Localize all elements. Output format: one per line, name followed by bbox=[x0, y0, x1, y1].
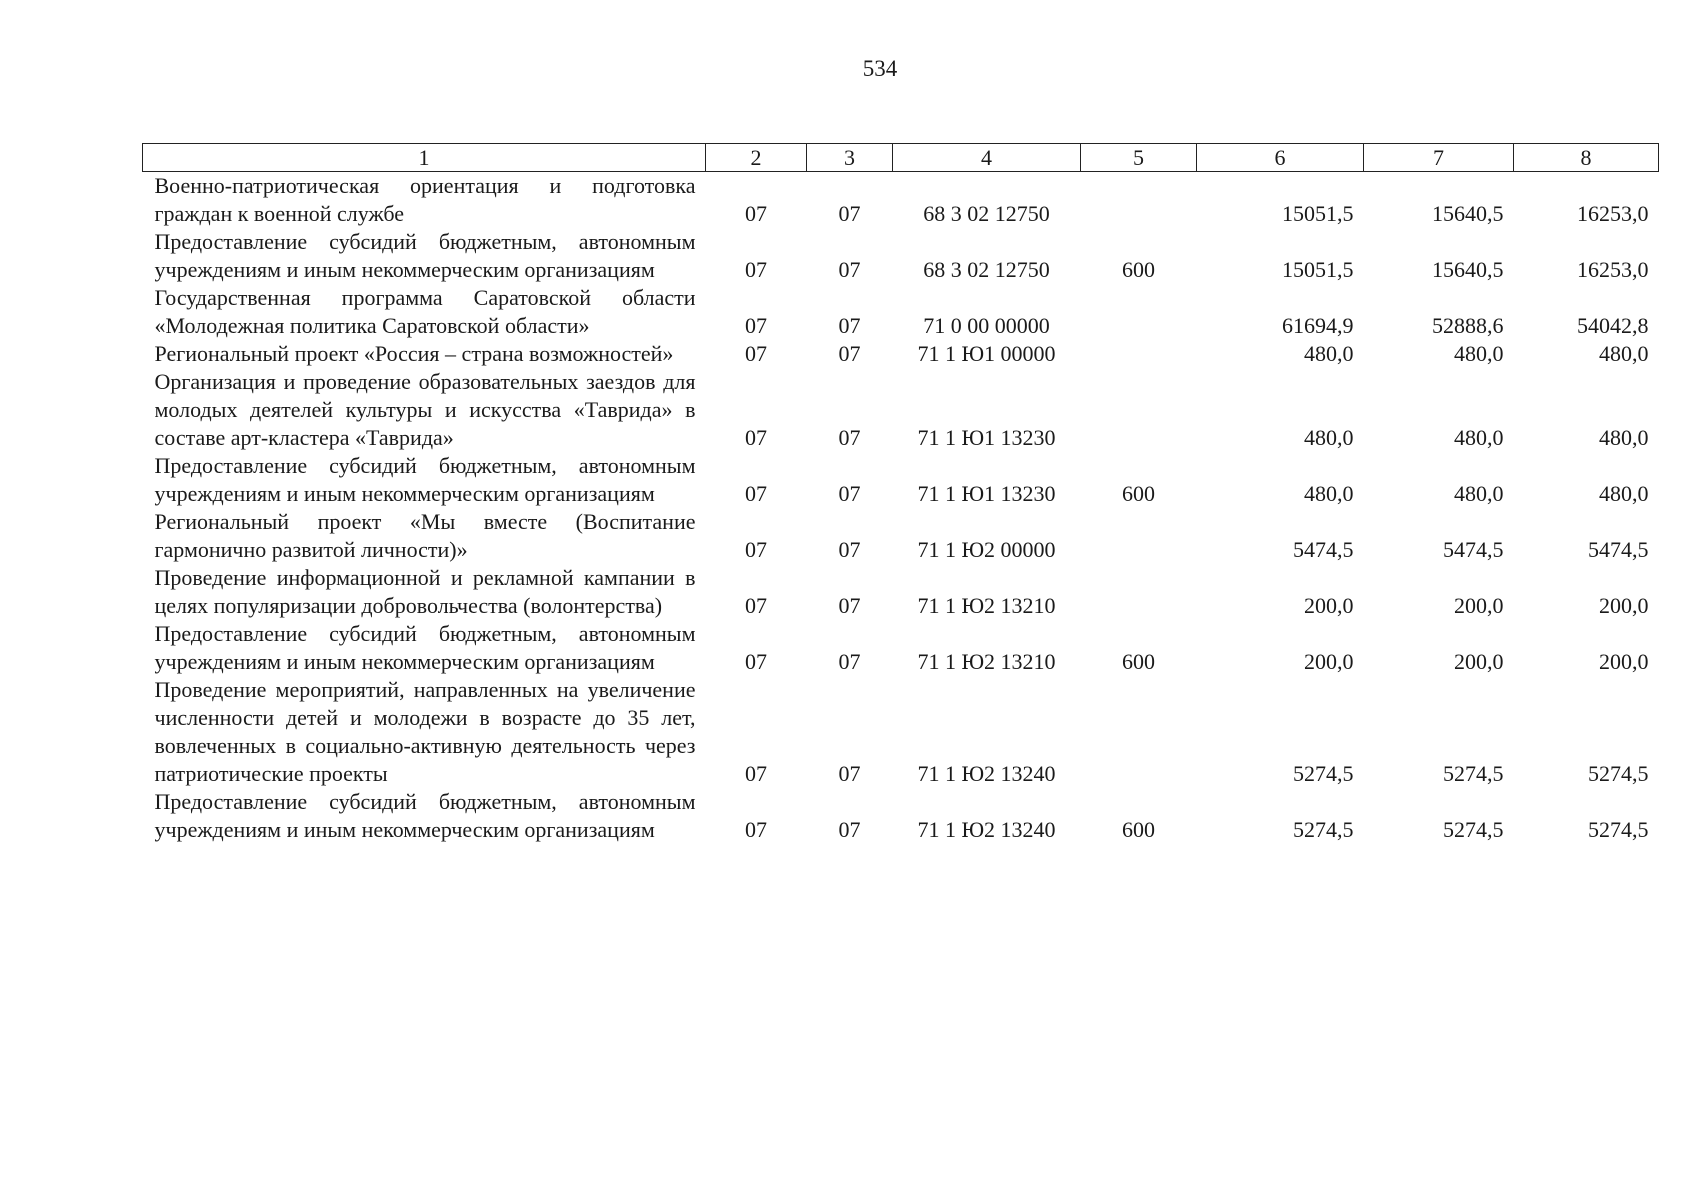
table-row bbox=[143, 452, 1659, 508]
table-row bbox=[143, 620, 1659, 676]
target-article-cell: 71 1 Ю2 13240 bbox=[917, 817, 1056, 842]
page-number: 534 bbox=[862, 56, 898, 81]
expense-type-cell bbox=[1081, 340, 1197, 368]
amount-year3-cell: 480,0 bbox=[1599, 341, 1649, 366]
expense-type-cell: 600 bbox=[1122, 257, 1155, 282]
column-header: 7 bbox=[1364, 144, 1514, 172]
section-code-cell: 07 bbox=[745, 313, 767, 338]
column-header: 5 bbox=[1081, 144, 1197, 172]
amount-year3-cell: 480,0 bbox=[1599, 425, 1649, 450]
subsection-code-cell: 07 bbox=[838, 761, 861, 786]
amount-year1-cell: 15051,5 bbox=[1282, 257, 1354, 282]
subsection-code-cell: 07 bbox=[838, 817, 861, 842]
expense-type-cell bbox=[1081, 368, 1197, 452]
subsection-code-cell: 07 bbox=[838, 313, 861, 338]
amount-year3-cell: 16253,0 bbox=[1577, 257, 1649, 282]
column-header: 1 bbox=[143, 144, 706, 172]
table-row bbox=[143, 564, 1659, 620]
target-article-cell: 71 1 Ю2 13240 bbox=[917, 761, 1056, 786]
table-row bbox=[143, 172, 1659, 229]
row-name-cell: Военно-патриотическая ориентация и подготовка граждан к военной службе bbox=[154, 173, 696, 226]
section-code-cell: 07 bbox=[745, 257, 767, 282]
amount-year2-cell: 200,0 bbox=[1454, 649, 1504, 674]
target-article-cell: 71 1 Ю1 13230 bbox=[917, 425, 1056, 450]
column-header: 2 bbox=[706, 144, 807, 172]
target-article-cell: 68 3 02 12750 bbox=[923, 201, 1050, 226]
expense-type-cell bbox=[1081, 564, 1197, 620]
target-article-cell: 71 0 00 00000 bbox=[923, 313, 1050, 338]
column-header: 3 bbox=[807, 144, 893, 172]
subsection-code-cell: 07 bbox=[838, 425, 861, 450]
target-article-cell: 71 1 Ю2 00000 bbox=[917, 537, 1056, 562]
amount-year1-cell: 5274,5 bbox=[1293, 817, 1354, 842]
subsection-code-cell: 07 bbox=[838, 201, 861, 226]
table-row bbox=[143, 340, 1659, 368]
section-code-cell: 07 bbox=[745, 201, 767, 226]
table-row bbox=[143, 676, 1659, 788]
amount-year2-cell: 52888,6 bbox=[1432, 313, 1504, 338]
subsection-code-cell: 07 bbox=[838, 257, 861, 282]
amount-year3-cell: 200,0 bbox=[1599, 593, 1649, 618]
amount-year3-cell: 54042,8 bbox=[1577, 313, 1649, 338]
expense-type-cell: 600 bbox=[1122, 817, 1155, 842]
row-name-cell: Предоставление субсидий бюджетным, автономным учреждениям и иным некоммерческим организациям bbox=[154, 789, 696, 842]
amount-year1-cell: 5474,5 bbox=[1293, 537, 1354, 562]
budget-table bbox=[142, 143, 1659, 844]
subsection-code-cell: 07 bbox=[838, 481, 861, 506]
section-code-cell: 07 bbox=[745, 649, 767, 674]
amount-year2-cell: 5474,5 bbox=[1443, 537, 1504, 562]
section-code-cell: 07 bbox=[745, 425, 767, 450]
expense-type-cell bbox=[1081, 172, 1197, 229]
amount-year1-cell: 200,0 bbox=[1304, 649, 1354, 674]
expense-type-cell bbox=[1081, 508, 1197, 564]
row-name-cell: Государственная программа Саратовской области «Молодежная политика Саратовской области» bbox=[154, 285, 696, 338]
row-name-cell: Проведение информационной и рекламной кампании в целях популяризации добровольчества (волонтерства) bbox=[154, 565, 696, 618]
table-header-row bbox=[143, 144, 1659, 172]
section-code-cell: 07 bbox=[745, 537, 767, 562]
expense-type-cell bbox=[1081, 284, 1197, 340]
amount-year1-cell: 480,0 bbox=[1304, 341, 1354, 366]
amount-year2-cell: 480,0 bbox=[1454, 341, 1504, 366]
subsection-code-cell: 07 bbox=[838, 649, 861, 674]
amount-year1-cell: 5274,5 bbox=[1293, 761, 1354, 786]
row-name-cell: Предоставление субсидий бюджетным, автономным учреждениям и иным некоммерческим организациям bbox=[154, 621, 696, 674]
table-row bbox=[143, 228, 1659, 284]
section-code-cell: 07 bbox=[745, 481, 767, 506]
section-code-cell: 07 bbox=[745, 817, 767, 842]
amount-year1-cell: 61694,9 bbox=[1282, 313, 1354, 338]
target-article-cell: 71 1 Ю2 13210 bbox=[917, 593, 1056, 618]
amount-year3-cell: 5274,5 bbox=[1588, 761, 1649, 786]
target-article-cell: 71 1 Ю1 13230 bbox=[917, 481, 1056, 506]
subsection-code-cell: 07 bbox=[838, 341, 861, 366]
amount-year3-cell: 480,0 bbox=[1599, 481, 1649, 506]
amount-year1-cell: 200,0 bbox=[1304, 593, 1354, 618]
amount-year2-cell: 5274,5 bbox=[1443, 761, 1504, 786]
column-header: 4 bbox=[893, 144, 1081, 172]
section-code-cell: 07 bbox=[745, 341, 767, 366]
target-article-cell: 68 3 02 12750 bbox=[923, 257, 1050, 282]
amount-year3-cell: 5274,5 bbox=[1588, 817, 1649, 842]
column-header: 8 bbox=[1514, 144, 1659, 172]
row-name-cell: Проведение мероприятий, направленных на увеличение численности детей и молодежи в возрасте до 35 лет, вовлеченных в социально-активную деятельность через патриотические проекты bbox=[154, 677, 696, 786]
subsection-code-cell: 07 bbox=[838, 537, 861, 562]
amount-year1-cell: 480,0 bbox=[1304, 425, 1354, 450]
amount-year3-cell: 200,0 bbox=[1599, 649, 1649, 674]
amount-year2-cell: 200,0 bbox=[1454, 593, 1504, 618]
amount-year3-cell: 16253,0 bbox=[1577, 201, 1649, 226]
row-name-cell: Организация и проведение образовательных заездов для молодых деятелей культуры и искусства «Таврида» в составе арт-кластера «Таврида» bbox=[154, 369, 696, 450]
section-code-cell: 07 bbox=[745, 593, 767, 618]
amount-year2-cell: 15640,5 bbox=[1432, 201, 1504, 226]
amount-year1-cell: 15051,5 bbox=[1282, 201, 1354, 226]
amount-year2-cell: 15640,5 bbox=[1432, 257, 1504, 282]
table-row bbox=[143, 788, 1659, 844]
table-row bbox=[143, 508, 1659, 564]
row-name-cell: Предоставление субсидий бюджетным, автономным учреждениям и иным некоммерческим организациям bbox=[154, 453, 696, 506]
amount-year1-cell: 480,0 bbox=[1304, 481, 1354, 506]
table-row bbox=[143, 284, 1659, 340]
expense-type-cell bbox=[1081, 676, 1197, 788]
target-article-cell: 71 1 Ю2 13210 bbox=[917, 649, 1056, 674]
column-header: 6 bbox=[1197, 144, 1364, 172]
amount-year2-cell: 5274,5 bbox=[1443, 817, 1504, 842]
subsection-code-cell: 07 bbox=[838, 593, 861, 618]
table-row bbox=[143, 368, 1659, 452]
target-article-cell: 71 1 Ю1 00000 bbox=[917, 341, 1056, 366]
amount-year2-cell: 480,0 bbox=[1454, 425, 1504, 450]
expense-type-cell: 600 bbox=[1122, 649, 1155, 674]
amount-year2-cell: 480,0 bbox=[1454, 481, 1504, 506]
row-name-cell: Региональный проект «Россия – страна возможностей» bbox=[154, 341, 674, 366]
amount-year3-cell: 5474,5 bbox=[1588, 537, 1649, 562]
row-name-cell: Региональный проект «Мы вместе (Воспитание гармонично развитой личности)» bbox=[154, 509, 696, 562]
expense-type-cell: 600 bbox=[1122, 481, 1155, 506]
table-body bbox=[143, 172, 1659, 845]
section-code-cell: 07 bbox=[745, 761, 767, 786]
row-name-cell: Предоставление субсидий бюджетным, автономным учреждениям и иным некоммерческим организациям bbox=[154, 229, 696, 282]
